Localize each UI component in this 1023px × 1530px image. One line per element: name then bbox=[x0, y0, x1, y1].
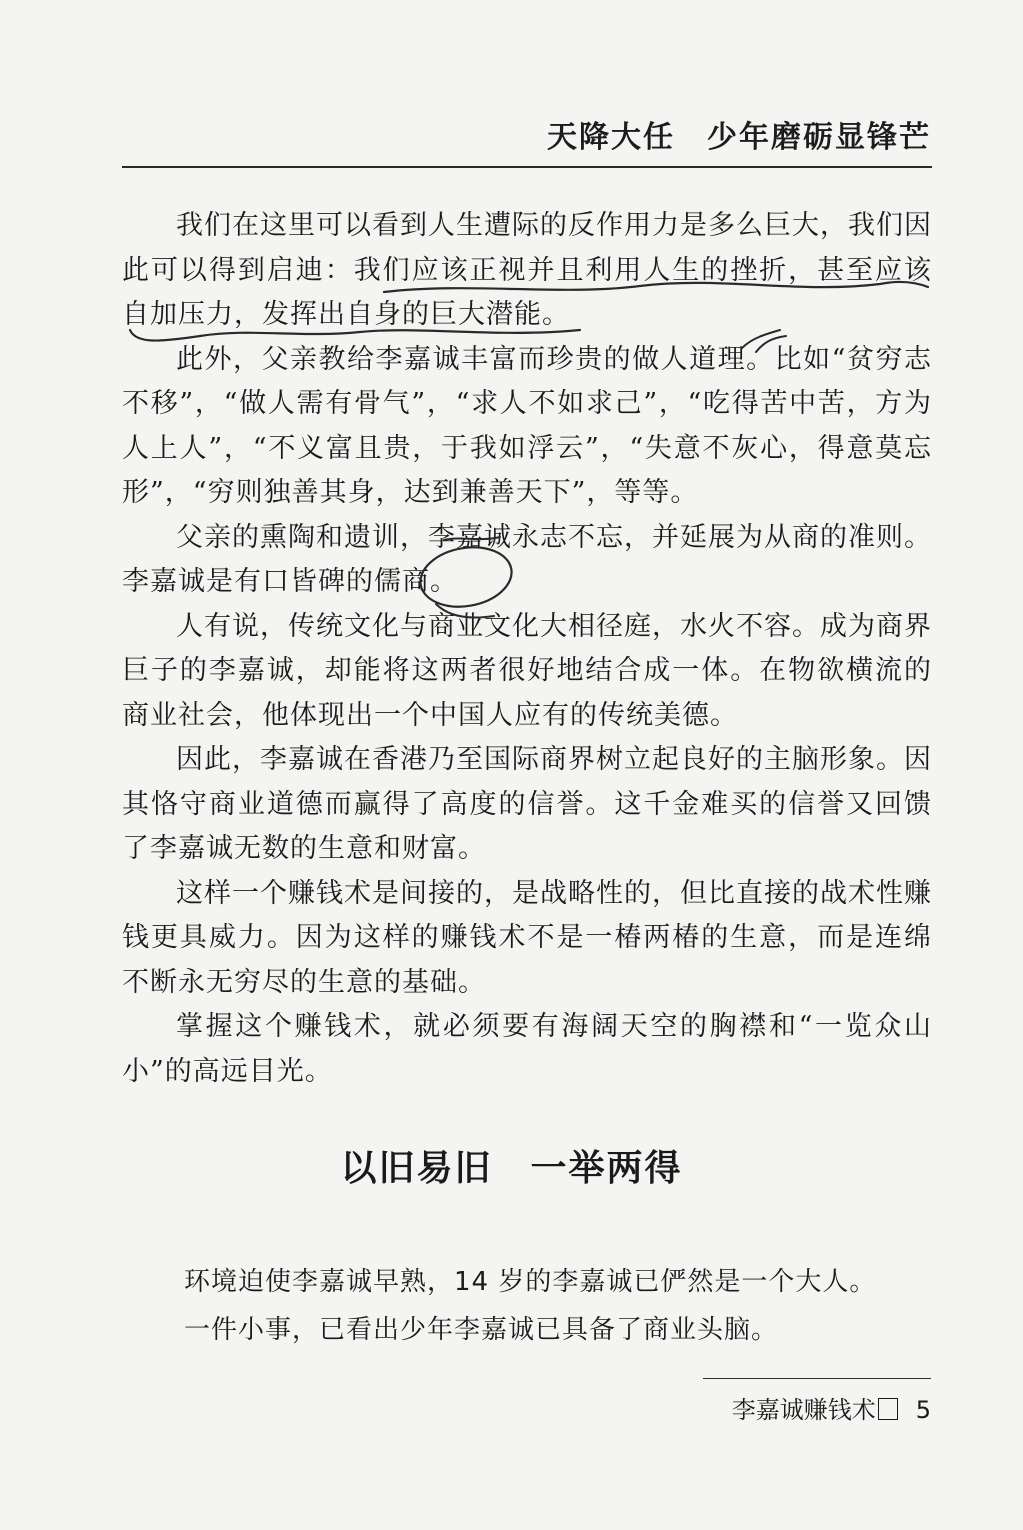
header-rule bbox=[122, 166, 932, 168]
footer-book-title: 李嘉诚赚钱术 bbox=[731, 1396, 876, 1424]
page-number: 5 bbox=[915, 1396, 931, 1424]
paragraph-4: 人有说，传统文化与商业文化大相径庭，水火不容。成为商界巨子的李嘉诚，却能将这两者很好地结合成一体。在物欲横流的商业社会，他体现出一个中国人应有的传统美德。 bbox=[122, 610, 932, 731]
paragraph-3: 父亲的熏陶和遗训，李嘉诚永志不忘，并延展为从商的准则。李嘉诚是有口皆碑的儒商。 bbox=[122, 521, 932, 597]
body-text bbox=[122, 204, 932, 1094]
section-title: 以旧易旧 一举两得 bbox=[340, 1147, 683, 1189]
page-footer bbox=[732, 1390, 931, 1425]
section-intro bbox=[184, 1258, 944, 1354]
running-head: 天降大任 少年磨砺显锋芒 bbox=[547, 120, 931, 155]
paragraph-2: 此外，父亲教给李嘉诚丰富而珍贵的做人道理。比如“贫穷志不移”，“做人需有骨气”，“求人不如求己”，“吃得苦中苦，方为人上人”，“不义富且贵，于我如浮云”，“失意不灰心，得意莫忘形”，“穷则独善其身，达到兼善天下”，等等。 bbox=[122, 343, 932, 508]
paragraph-1: 我们在这里可以看到人生遭际的反作用力是多么巨大，我们因此可以得到启迪：我们应该正视并且利用人生的挫折，甚至应该自加压力，发挥出自身的巨大潜能。 bbox=[122, 210, 932, 330]
intro-line-1: 环境迫使李嘉诚早熟，14 岁的李嘉诚已俨然是一个大人。 bbox=[184, 1267, 877, 1297]
paragraph-5: 因此，李嘉诚在香港乃至国际商界树立起良好的主脑形象。因其恪守商业道德而赢得了高度的信誉。这千金难买的信誉又回馈了李嘉诚无数的生意和财富。 bbox=[122, 744, 932, 864]
intro-line-2: 一件小事，已看出少年李嘉诚已具备了商业头脑。 bbox=[184, 1315, 779, 1345]
square-icon bbox=[878, 1398, 898, 1420]
paragraph-6: 这样一个赚钱术是间接的，是战略性的，但比直接的战术性赚钱更具威力。因为这样的赚钱术不是一椿两椿的生意，而是连绵不断永无穷尽的生意的基础。 bbox=[122, 877, 932, 998]
footer-rule bbox=[703, 1378, 931, 1379]
paragraph-7: 掌握这个赚钱术，就必须要有海阔天空的胸襟和“一览众山小”的高远目光。 bbox=[122, 1011, 932, 1087]
